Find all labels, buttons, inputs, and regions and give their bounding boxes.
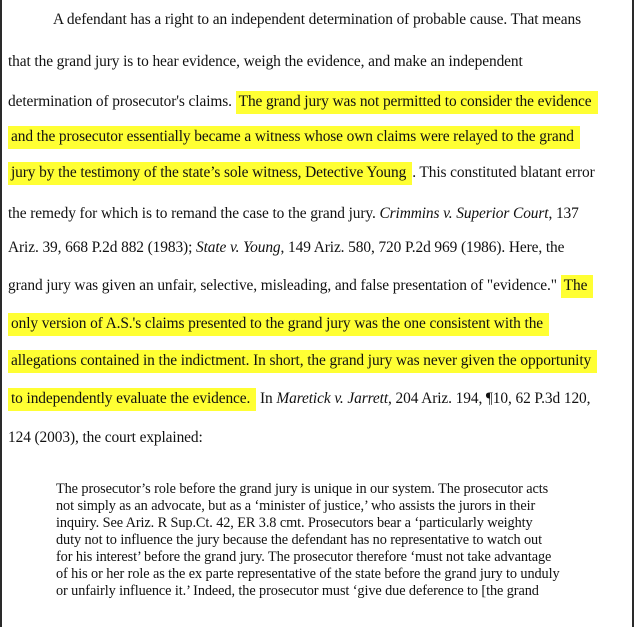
text-segment: Ariz. 39, 668 P.2d 882 (1983); xyxy=(8,239,196,256)
paragraph-line xyxy=(8,52,523,72)
highlighted-text: and the prosecutor essentially became a witness whose own claims were relayed to the grand xyxy=(8,126,580,149)
paragraph-line xyxy=(8,204,579,224)
highlighted-text: to independently evaluate the evidence. xyxy=(8,388,256,411)
block-quote-line: inquiry. See Ariz. R Sup.Ct. 42, ER 3.8 cmt. Prosecutors bear a ‘particularly weighty xyxy=(56,515,533,531)
paragraph-line xyxy=(8,389,590,409)
case-citation: Maretick v. Jarrett xyxy=(276,390,389,407)
text-segment: A defendant has a right to an independent determination of probable cause. That means xyxy=(53,11,582,28)
text-segment: , 137 xyxy=(548,205,579,222)
paragraph-line xyxy=(8,238,564,258)
paragraph-line xyxy=(8,92,598,112)
case-citation: Crimmins v. Superior Court xyxy=(379,205,549,222)
block-quote-line: The prosecutor’s role before the grand jury is unique in our system. The prosecutor acts xyxy=(56,481,549,497)
text-segment: , 204 Ariz. 194, ¶10, 62 P.3d 120, xyxy=(388,390,591,407)
highlighted-text: The grand jury was not permitted to consider the evidence xyxy=(236,91,598,114)
block-quote-line: for his interest’ before the grand jury. The prosecutor therefore ‘must not take advantage xyxy=(56,549,552,565)
case-citation: State v. Young xyxy=(196,239,281,256)
block-quote-line: of his or her role as the ex parte representative of the state before the grand jury to unduly xyxy=(56,566,560,582)
text-segment: In xyxy=(256,390,277,407)
text-segment: . This constituted blatant error xyxy=(412,164,595,181)
text-segment: grand jury was given an unfair, selective, misleading, and false presentation of "evidence." xyxy=(8,277,561,294)
text-segment: the remedy for which is to remand the case to the grand jury. xyxy=(8,205,380,222)
block-quote-line: duty not to influence the jury because the defendant has no representative to watch out xyxy=(56,532,542,548)
block-quote-line: or unfairly influence it.’ Indeed, the prosecutor must ‘give due deference to [the grand xyxy=(56,583,539,599)
text-segment: determination of prosecutor's claims. xyxy=(8,93,236,110)
paragraph-line xyxy=(8,314,549,334)
highlighted-text: jury by the testimony of the state’s sole witness, Detective Young xyxy=(8,162,412,185)
text-segment: 124 (2003), the court explained: xyxy=(8,429,203,446)
paragraph-line xyxy=(53,10,581,30)
paragraph-line xyxy=(8,163,595,183)
text-segment: that the grand jury is to hear evidence, weigh the evidence, and make an independent xyxy=(8,53,523,70)
page-left-border xyxy=(0,0,2,627)
highlighted-text: allegations contained in the indictment. In short, the grand jury was never given the opportunity xyxy=(8,350,597,373)
highlighted-text: The xyxy=(561,275,594,298)
paragraph-line xyxy=(8,127,580,147)
highlighted-text: only version of A.S.'s claims presented to the grand jury was the one consistent with the xyxy=(8,313,549,336)
paragraph-line xyxy=(8,276,593,296)
block-quote-line: not simply as an advocate, but as a ‘minister of justice,’ who assists the jurors in their xyxy=(56,498,536,514)
paragraph-line xyxy=(8,351,597,371)
paragraph-line xyxy=(8,428,203,448)
text-segment: , 149 Ariz. 580, 720 P.2d 969 (1986). Here, the xyxy=(280,239,565,256)
